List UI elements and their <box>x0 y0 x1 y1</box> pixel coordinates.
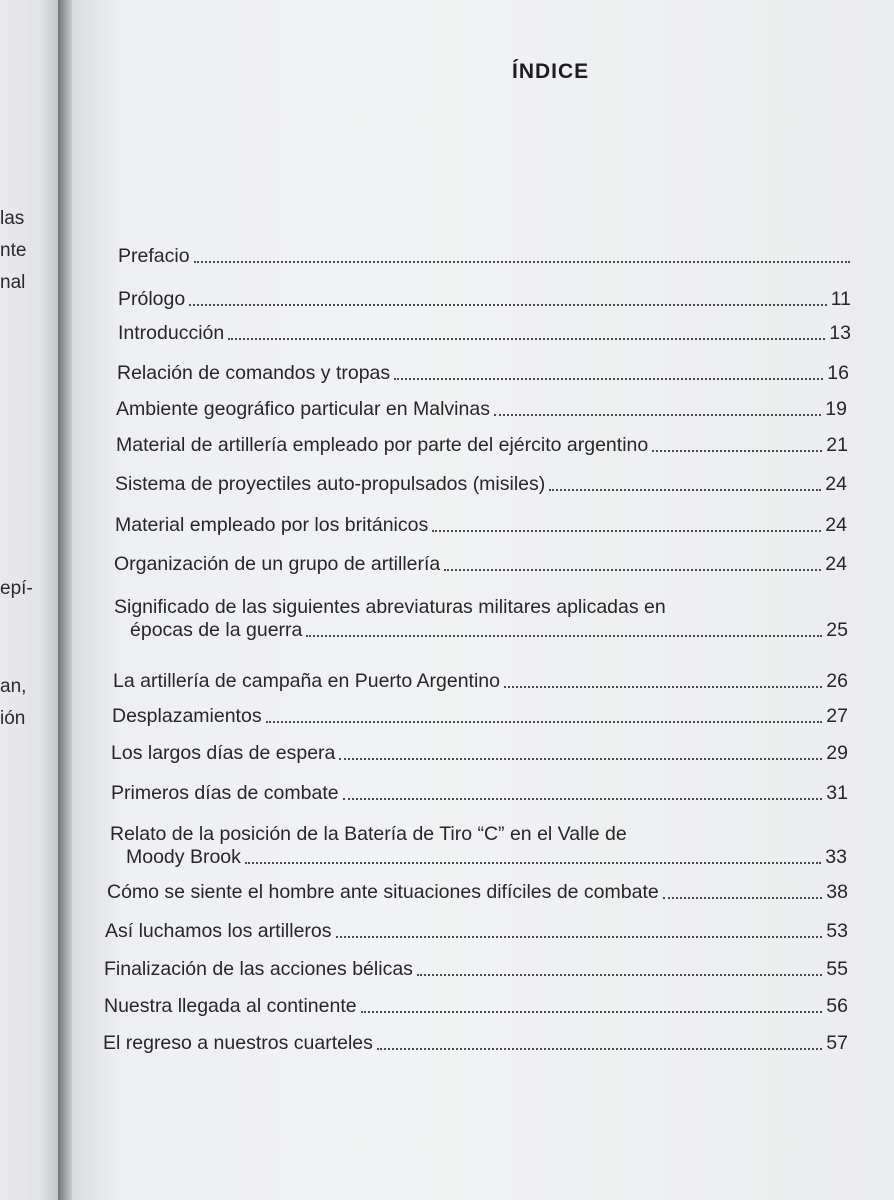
toc-title: Así luchamos los artilleros <box>105 920 332 942</box>
dot-leader <box>336 936 823 938</box>
toc-entry <box>113 670 848 693</box>
facing-page-text: epí- <box>0 578 33 599</box>
dot-leader <box>394 378 823 380</box>
dot-leader <box>549 489 821 491</box>
toc-entry <box>112 705 848 728</box>
toc-page-number: 57 <box>826 1032 848 1054</box>
toc-page-number: 56 <box>826 995 848 1017</box>
toc-title: épocas de la guerra <box>130 619 303 641</box>
toc-entry <box>103 1032 848 1055</box>
toc-entry <box>110 823 847 869</box>
toc-entry <box>118 288 851 311</box>
toc-title: Los largos días de espera <box>111 742 336 764</box>
toc-page-number: 16 <box>827 362 849 384</box>
dot-leader <box>266 721 823 723</box>
toc-entry <box>104 958 848 981</box>
toc-page-number: 26 <box>826 670 848 692</box>
toc-page-number: 24 <box>825 553 847 575</box>
toc-title: Desplazamientos <box>112 705 262 727</box>
facing-page-text: ión <box>0 708 26 729</box>
toc-page-number: 19 <box>825 398 847 420</box>
facing-page-text: nte <box>0 240 27 261</box>
toc-entry <box>104 995 848 1018</box>
toc-entry <box>118 245 854 268</box>
toc-title: Organización de un grupo de artillería <box>114 553 441 575</box>
toc-page-number: 38 <box>826 881 848 903</box>
facing-page-text: las <box>0 208 25 229</box>
toc-page-number: 25 <box>826 619 848 641</box>
toc-title: Primeros días de combate <box>111 782 339 804</box>
dot-leader <box>339 758 822 760</box>
toc-title: Material empleado por los británicos <box>115 514 429 536</box>
dot-leader <box>189 304 827 306</box>
toc-entry <box>118 322 851 345</box>
toc-page-number: 55 <box>826 958 848 980</box>
dot-leader <box>663 897 823 899</box>
dot-leader <box>444 569 821 571</box>
dot-leader <box>245 862 821 864</box>
dot-leader <box>377 1048 822 1050</box>
toc-entry <box>114 596 848 642</box>
toc-entry <box>111 742 848 765</box>
dot-leader <box>343 798 823 800</box>
dot-leader <box>417 974 822 976</box>
toc-page-number: 24 <box>825 514 847 536</box>
dot-leader <box>432 530 821 532</box>
toc-entry <box>115 473 847 496</box>
book-spine <box>58 0 72 1200</box>
toc-title: Relación de comandos y tropas <box>117 362 391 384</box>
toc-entry <box>105 920 848 943</box>
toc-title: El regreso a nuestros cuarteles <box>103 1032 373 1054</box>
facing-page-text: an, <box>0 676 27 697</box>
toc-title: Cómo se siente el hombre ante situaciones difíciles de combate <box>107 881 659 903</box>
facing-page <box>0 0 58 1200</box>
toc-page-number: 21 <box>826 434 848 456</box>
toc-title: Ambiente geográfico particular en Malvinas <box>116 398 490 420</box>
dot-leader <box>194 261 850 263</box>
toc-page-number: 53 <box>826 920 848 942</box>
toc-title: La artillería de campaña en Puerto Argentino <box>113 670 501 692</box>
dot-leader <box>652 450 822 452</box>
toc-title: Introducción <box>118 322 225 344</box>
toc-title: Material de artillería empleado por parte del ejército argentino <box>116 434 649 456</box>
dot-leader <box>228 338 825 340</box>
toc-entry <box>107 881 848 904</box>
dot-leader <box>494 414 821 416</box>
toc-page-number: 29 <box>826 742 848 764</box>
toc-title-line: Relato de la posición de la Batería de Tiro “C” en el Valle de <box>110 823 627 845</box>
toc-title: Nuestra llegada al continente <box>104 995 357 1017</box>
toc-entry <box>116 398 847 421</box>
toc-title: Finalización de las acciones bélicas <box>104 958 413 980</box>
toc-page-number: 27 <box>826 705 848 727</box>
toc-page-number: 31 <box>826 782 848 804</box>
toc-title: Moody Brook <box>126 846 241 868</box>
dot-leader <box>504 686 822 688</box>
toc-entry <box>117 362 849 385</box>
toc-entry <box>115 514 847 537</box>
toc-title: Sistema de proyectiles auto-propulsados (misiles) <box>115 473 546 495</box>
page-title: ÍNDICE <box>512 60 590 83</box>
dot-leader <box>361 1011 823 1013</box>
toc-page-number: 33 <box>825 846 847 868</box>
toc-page-number: 11 <box>830 288 851 310</box>
toc-entry <box>111 782 848 805</box>
toc-title: Prefacio <box>118 245 190 267</box>
toc-page-number: 13 <box>829 322 851 344</box>
toc-title-line: Significado de las siguientes abreviaturas militares aplicadas en <box>114 596 666 618</box>
facing-page-text: nal <box>0 272 26 293</box>
toc-page-number: 24 <box>825 473 847 495</box>
dot-leader <box>306 635 822 637</box>
index-page <box>72 0 894 1200</box>
toc-title: Prólogo <box>118 288 186 310</box>
toc-entry <box>114 553 847 576</box>
toc-entry <box>116 434 848 457</box>
